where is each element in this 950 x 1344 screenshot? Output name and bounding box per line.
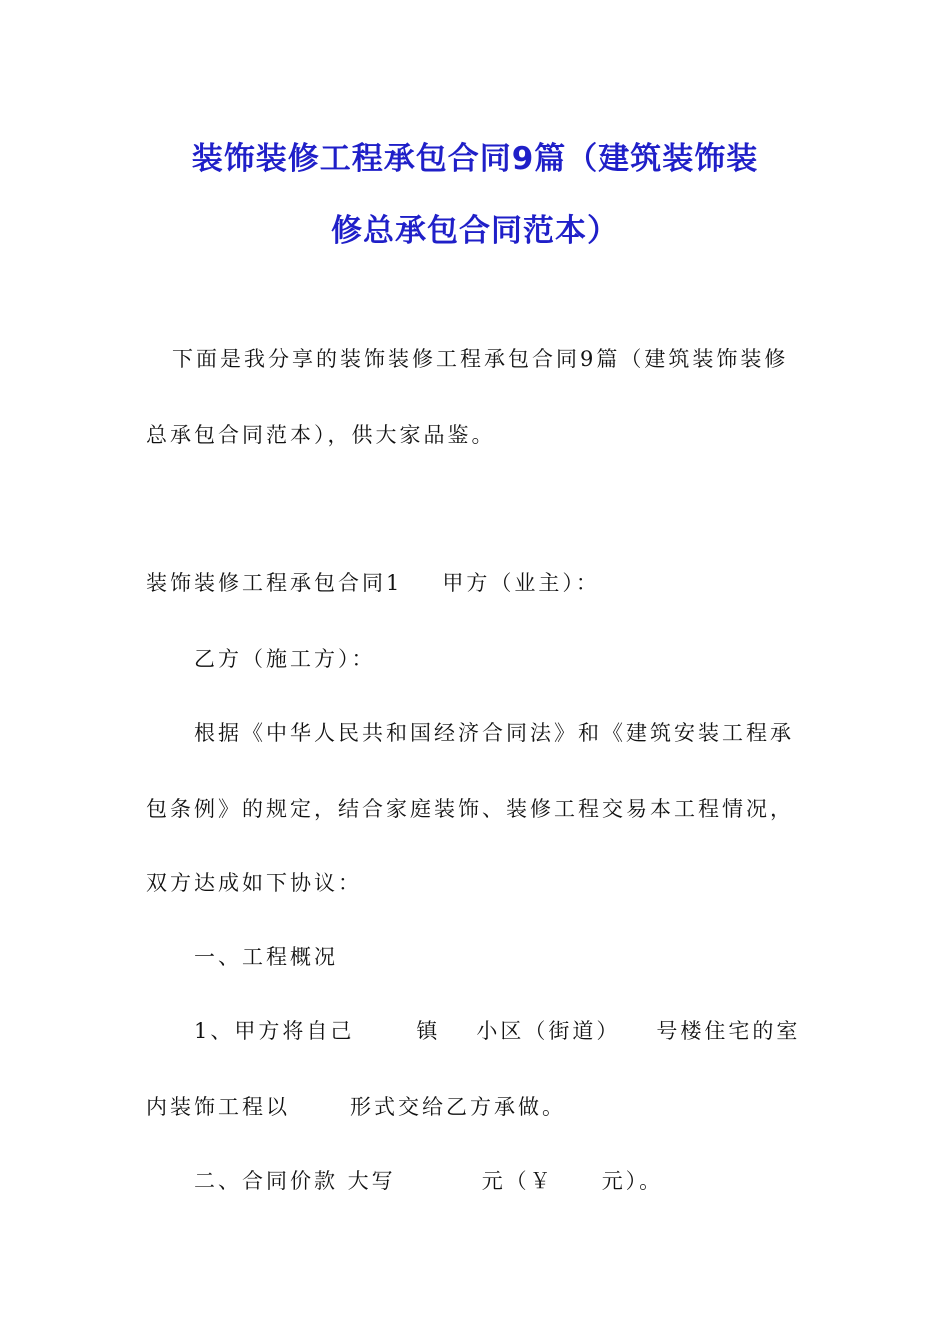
- contract-heading-line: [146, 568, 600, 598]
- section-1-title: 一、工程概况: [194, 945, 338, 969]
- party-b-label: 乙方（施工方）：: [194, 647, 376, 671]
- item-1-line-1: [194, 1016, 800, 1046]
- item-1-text-c: 小区（街道）: [476, 1019, 621, 1043]
- section-2-text-a: 二、合同价款 大写: [194, 1169, 396, 1193]
- item-1-line-2-text-b: 形式交给乙方承做。: [350, 1095, 566, 1119]
- document-title-line-2: 修总承包合同范本）: [331, 213, 619, 249]
- item-1-line-2: [146, 1092, 566, 1122]
- basis-line-1: 根据《中华人民共和国经济合同法》和《建筑安装工程承: [194, 721, 794, 745]
- section-2-text-c: 元）。: [601, 1169, 664, 1193]
- section-2-text-b: 元（￥: [481, 1169, 554, 1193]
- contract-heading: 装饰装修工程承包合同1: [146, 571, 403, 595]
- intro-line-1: 下面是我分享的装饰装修工程承包合同9篇（建筑装饰装修: [172, 347, 789, 371]
- document-title-line-1: 装饰装修工程承包合同9篇（建筑装饰装: [191, 141, 759, 177]
- item-1-line-2-text-a: 内装饰工程以: [146, 1095, 290, 1119]
- item-1-text-d: 号楼住宅的室: [656, 1019, 801, 1043]
- intro-line-2: 总承包合同范本），供大家品鉴。: [146, 423, 496, 447]
- party-a-label: 甲方（业主）：: [442, 571, 600, 595]
- basis-line-2: 包条例》的规定，结合家庭装饰、装修工程交易本工程情况，: [146, 797, 794, 821]
- item-1-text-a: 1、甲方将自己: [194, 1019, 355, 1043]
- section-2-line: [194, 1166, 663, 1196]
- basis-line-3: 双方达成如下协议：: [146, 871, 362, 895]
- item-1-text-b: 镇: [416, 1019, 441, 1043]
